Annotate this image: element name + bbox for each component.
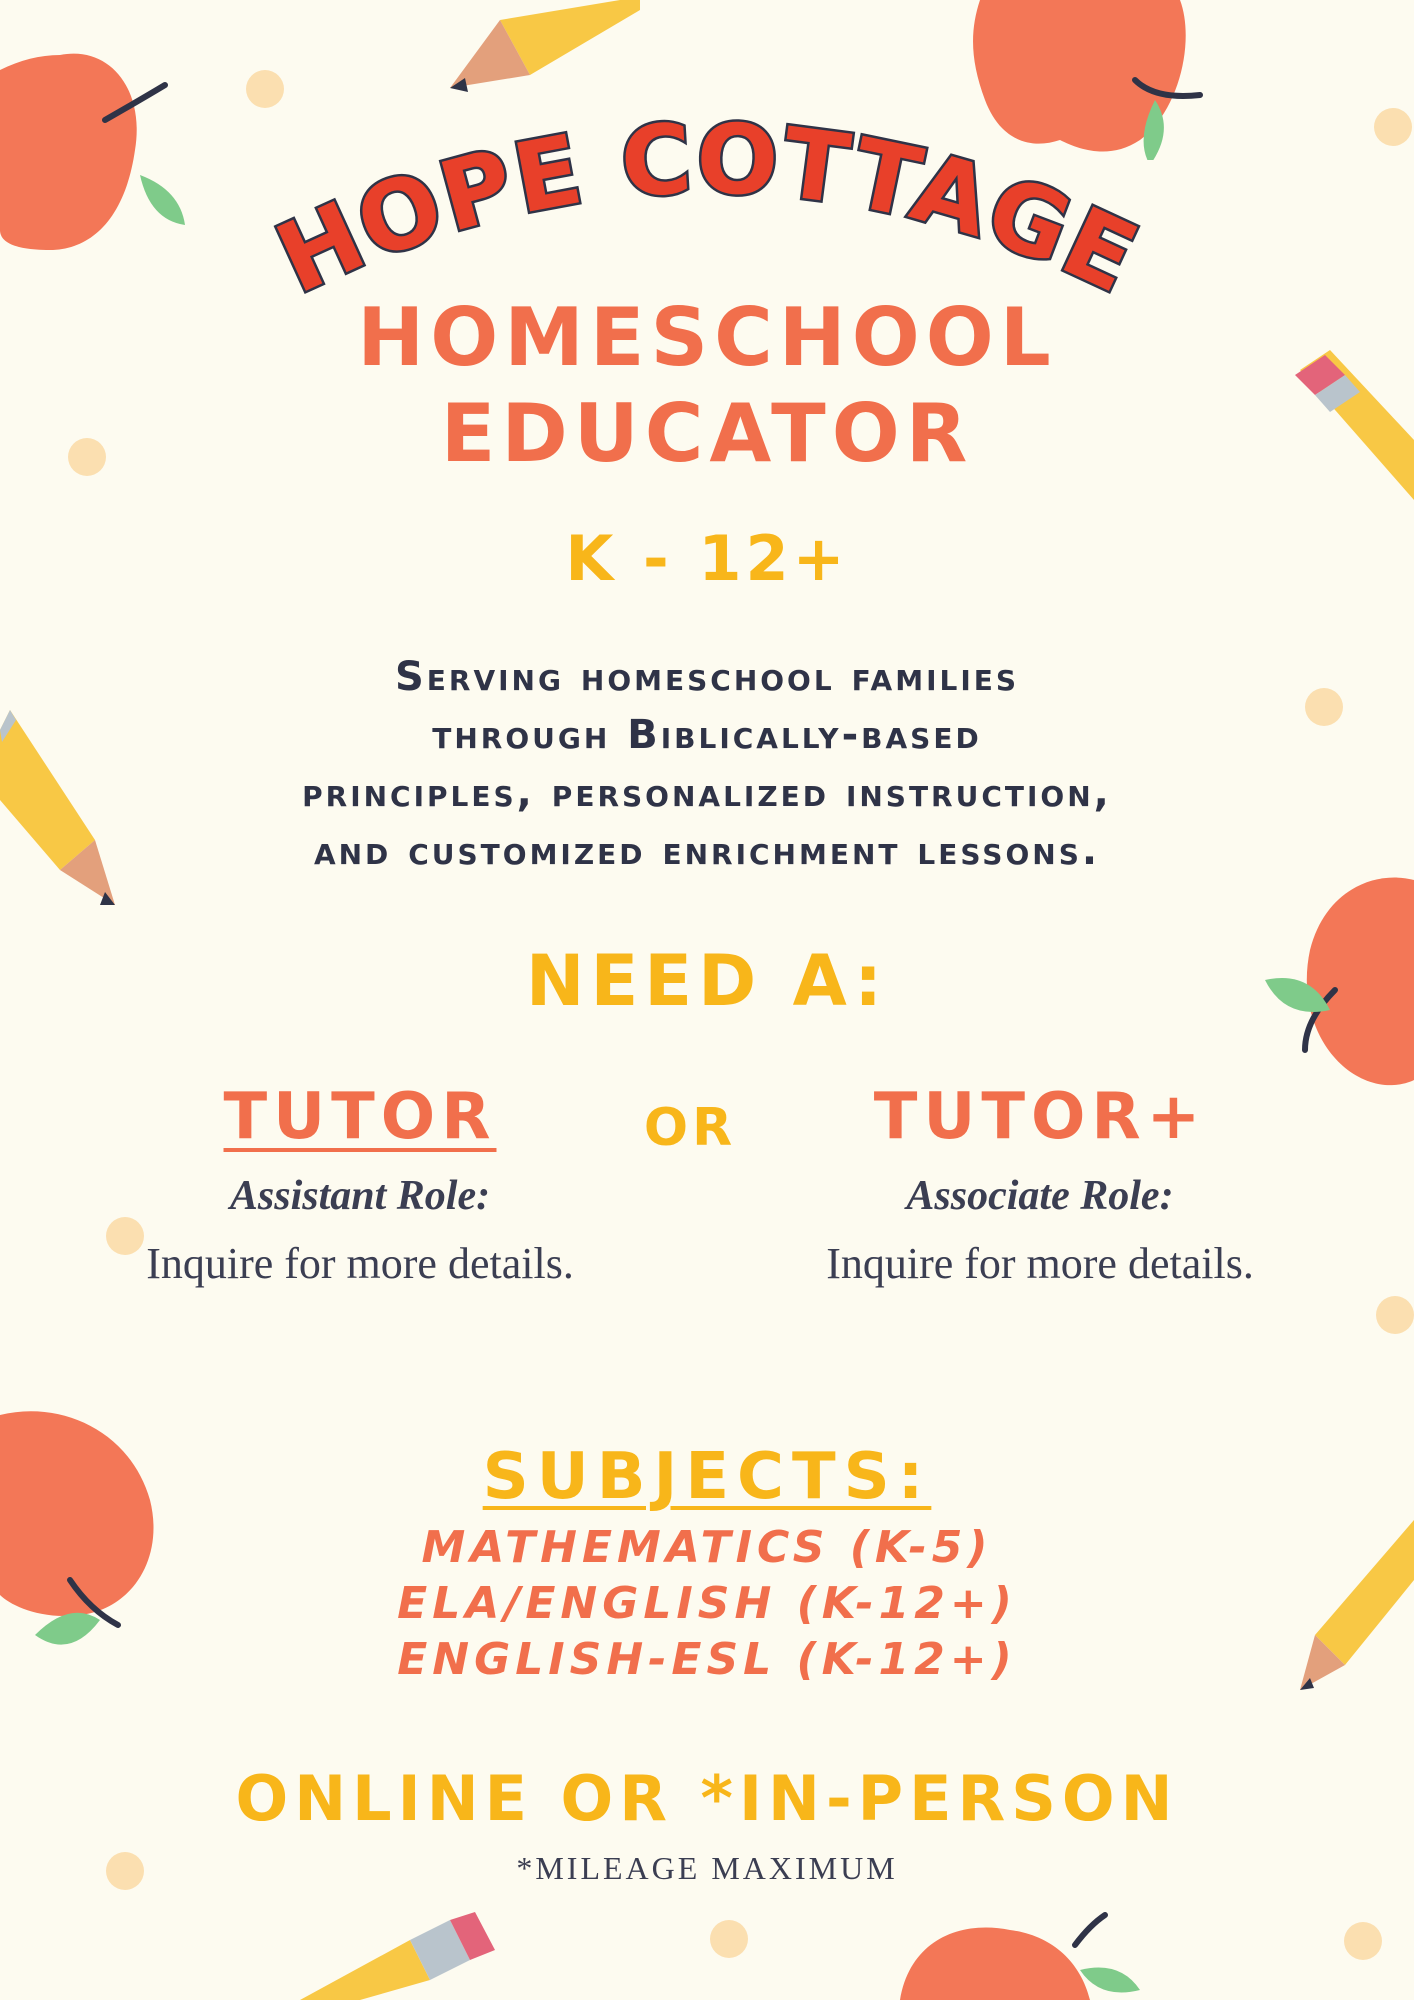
subject-item: MATHEMATICS (K-5) xyxy=(421,1522,993,1573)
subject-item: ENGLISH-ESL (K-12+) xyxy=(397,1634,1017,1685)
option-tutor-plus xyxy=(760,1080,1320,1289)
grade-range: K - 12+ xyxy=(565,522,849,595)
decor-dot xyxy=(1376,1296,1414,1334)
or-separator: OR xyxy=(643,1098,737,1158)
tagline-line: and customized enrichment lessons. xyxy=(313,828,1101,874)
tagline xyxy=(132,648,1282,880)
apple-icon xyxy=(890,1900,1140,2000)
headline xyxy=(0,290,1414,482)
pencil-icon xyxy=(0,710,130,920)
tutor-title: TUTOR xyxy=(223,1080,497,1154)
option-tutor xyxy=(90,1080,630,1289)
mileage-note: *MILEAGE MAXIMUM xyxy=(516,1850,898,1886)
brand-name: HOPE COTTAGE xyxy=(260,102,1155,316)
decor-dot xyxy=(1305,688,1343,726)
pencil-icon xyxy=(300,1910,500,2000)
delivery-mode: ONLINE OR *IN-PERSON xyxy=(235,1762,1179,1835)
subjects-list xyxy=(0,1520,1414,1688)
need-heading: NEED A: xyxy=(525,940,889,1022)
svg-text:HOPE COTTAGE xyxy=(261,103,1155,316)
decor-dot xyxy=(710,1920,748,1958)
subject-item: ELA/ENGLISH (K-12+) xyxy=(397,1578,1017,1629)
tutor-role: Assistant Role: xyxy=(229,1173,491,1219)
tutor-plus-role: Associate Role: xyxy=(906,1173,1174,1219)
tagline-line: principles, personalized instruction, xyxy=(302,770,1112,816)
decor-dot xyxy=(1344,1922,1382,1960)
tutor-plus-desc: Inquire for more details. xyxy=(826,1239,1254,1288)
tutor-plus-title: TUTOR+ xyxy=(873,1080,1207,1154)
tagline-line: through Biblically-based xyxy=(432,712,982,758)
subjects-heading: SUBJECTS: xyxy=(482,1440,932,1514)
headline-line1: HOMESCHOOL xyxy=(357,291,1057,384)
headline-line2: EDUCATOR xyxy=(440,387,974,480)
pencil-icon xyxy=(440,0,640,100)
tagline-line: Serving homeschool families xyxy=(394,654,1020,700)
tutor-desc: Inquire for more details. xyxy=(146,1239,574,1288)
